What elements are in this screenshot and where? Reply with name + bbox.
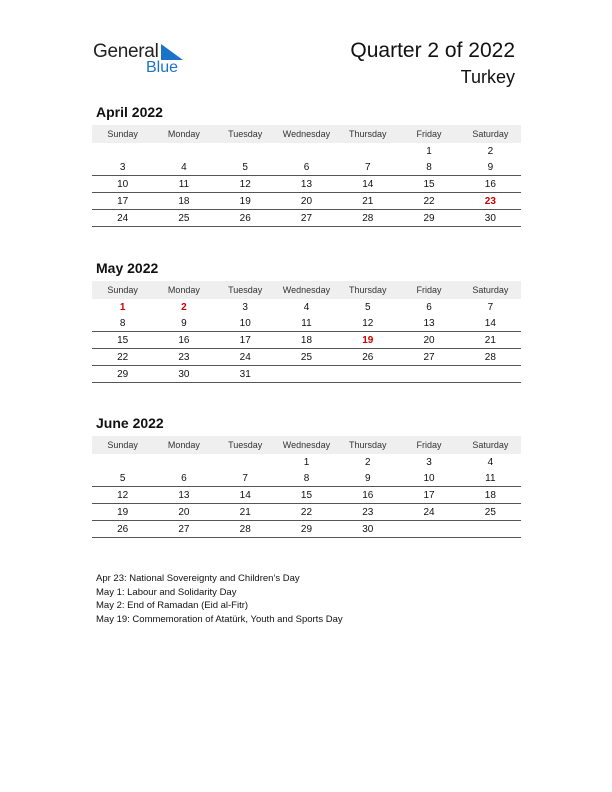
day-cell: 22 xyxy=(276,504,337,521)
month-title: April 2022 xyxy=(96,104,163,120)
weekday-label: Wednesday xyxy=(276,436,337,454)
day-cell: 6 xyxy=(153,470,214,487)
day-cell: 13 xyxy=(276,176,337,193)
day-cell: 4 xyxy=(153,159,214,176)
day-cell: 30 xyxy=(460,210,521,227)
day-cell: 31 xyxy=(215,366,276,383)
day-cell: 27 xyxy=(276,210,337,227)
weekday-label: Monday xyxy=(153,436,214,454)
day-cell: 23 xyxy=(337,504,398,521)
week-row xyxy=(92,470,521,487)
day-cell: 8 xyxy=(398,159,459,176)
month-june xyxy=(92,414,521,538)
empty-day-cell xyxy=(153,454,214,470)
day-cell: 7 xyxy=(337,159,398,176)
day-cell: 12 xyxy=(337,315,398,332)
day-cell: 5 xyxy=(92,470,153,487)
day-cell: 24 xyxy=(215,349,276,366)
day-cell: 19 xyxy=(215,193,276,210)
day-cell: 1 xyxy=(119,301,126,313)
day-cell: 16 xyxy=(153,332,214,349)
day-cell: 4 xyxy=(303,301,310,313)
day-cell: 11 xyxy=(276,315,337,332)
day-cell: 16 xyxy=(460,176,521,193)
week-row xyxy=(92,366,521,383)
day-cell: 6 xyxy=(276,159,337,176)
day-cell: 25 xyxy=(153,210,214,227)
day-cell: 3 xyxy=(426,456,432,468)
empty-day-cell xyxy=(398,366,459,383)
weekday-label: Monday xyxy=(153,281,214,299)
day-cell: 14 xyxy=(215,487,276,504)
day-cell: 6 xyxy=(426,301,432,313)
weekday-header-row xyxy=(92,281,521,299)
day-cell: 28 xyxy=(337,210,398,227)
calendar-grid xyxy=(92,281,521,383)
empty-day-cell xyxy=(92,454,153,470)
day-cell: 2 xyxy=(364,456,371,468)
day-cell: 29 xyxy=(276,521,337,538)
day-cell: 23 xyxy=(153,349,214,366)
day-cell: 3 xyxy=(242,301,248,313)
empty-day-cell xyxy=(276,143,337,159)
holiday-note: May 19: Commemoration of Atatürk, Youth and Sports Day xyxy=(96,613,343,625)
day-cell: 25 xyxy=(460,504,521,521)
day-cell: 14 xyxy=(460,315,521,332)
day-cell: 3 xyxy=(92,159,153,176)
day-cell: 28 xyxy=(460,349,521,366)
week-row xyxy=(92,315,521,332)
day-cell: 26 xyxy=(337,349,398,366)
calendar-grid xyxy=(92,125,521,227)
day-cell: 10 xyxy=(215,315,276,332)
weekday-label: Thursday xyxy=(337,281,398,299)
holiday-notes xyxy=(96,572,343,626)
weekday-label: Friday xyxy=(398,436,459,454)
day-cell: 15 xyxy=(276,487,337,504)
holiday-note: May 1: Labour and Solidarity Day xyxy=(96,586,237,598)
weekday-label: Sunday xyxy=(92,436,153,454)
weekday-label: Friday xyxy=(398,125,459,143)
day-cell: 24 xyxy=(92,210,153,227)
week-row xyxy=(92,487,521,504)
week-row xyxy=(92,299,521,315)
day-cell: 7 xyxy=(487,301,494,313)
week-row xyxy=(92,143,521,159)
week-row xyxy=(92,159,521,176)
weekday-label: Thursday xyxy=(337,125,398,143)
empty-day-cell xyxy=(276,366,337,383)
day-cell: 10 xyxy=(398,470,459,487)
week-row xyxy=(92,521,521,538)
day-cell: 29 xyxy=(398,210,459,227)
day-cell: 2 xyxy=(181,301,187,313)
day-cell: 1 xyxy=(426,145,432,157)
day-cell: 20 xyxy=(153,504,214,521)
day-cell: 10 xyxy=(92,176,153,193)
country-name: Turkey xyxy=(460,67,515,87)
weekday-label: Thursday xyxy=(337,436,398,454)
empty-day-cell xyxy=(215,143,276,159)
weekday-label: Saturday xyxy=(460,436,521,454)
day-cell: 2 xyxy=(487,145,494,157)
day-cell: 12 xyxy=(215,176,276,193)
weekday-label: Friday xyxy=(398,281,459,299)
holiday-note: Apr 23: National Sovereignty and Children’s Day xyxy=(96,573,300,584)
empty-day-cell xyxy=(153,143,214,159)
day-cell: 21 xyxy=(460,332,521,349)
day-cell: 5 xyxy=(215,159,276,176)
week-row xyxy=(92,504,521,521)
day-cell: 17 xyxy=(398,487,459,504)
day-cell: 23 xyxy=(460,193,521,210)
weekday-header-row xyxy=(92,125,521,143)
generalblue-logo xyxy=(93,38,203,82)
month-may xyxy=(92,259,521,383)
day-cell: 20 xyxy=(276,193,337,210)
day-cell: 26 xyxy=(92,521,153,538)
weekday-label: Tuesday xyxy=(215,281,276,299)
week-row xyxy=(92,193,521,210)
day-cell: 21 xyxy=(215,504,276,521)
day-cell: 5 xyxy=(364,301,371,313)
weekday-label: Tuesday xyxy=(215,125,276,143)
calendar-grid xyxy=(92,436,521,538)
day-cell: 11 xyxy=(153,176,214,193)
day-cell: 7 xyxy=(215,470,276,487)
weekday-label: Wednesday xyxy=(276,125,337,143)
day-cell: 20 xyxy=(398,332,459,349)
week-row xyxy=(92,210,521,227)
week-row xyxy=(92,349,521,366)
day-cell: 22 xyxy=(398,193,459,210)
day-cell: 19 xyxy=(92,504,153,521)
day-cell: 29 xyxy=(92,366,153,383)
weekday-label: Sunday xyxy=(92,281,153,299)
month-april xyxy=(92,103,521,227)
logo-blue-text: Blue xyxy=(146,59,179,76)
day-cell: 13 xyxy=(153,487,214,504)
empty-day-cell xyxy=(337,143,398,159)
day-cell: 9 xyxy=(153,315,214,332)
day-cell: 9 xyxy=(337,470,398,487)
holiday-note: May 2: End of Ramadan (Eid al-Fitr) xyxy=(96,600,249,611)
month-title: May 2022 xyxy=(96,260,159,276)
weekday-header-row xyxy=(92,436,521,454)
week-row xyxy=(92,332,521,349)
week-row xyxy=(92,454,521,470)
weekday-label: Saturday xyxy=(460,281,521,299)
empty-day-cell xyxy=(92,143,153,159)
day-cell: 15 xyxy=(398,176,459,193)
weekday-label: Tuesday xyxy=(215,436,276,454)
day-cell: 19 xyxy=(337,332,398,349)
day-cell: 13 xyxy=(398,315,459,332)
day-cell: 16 xyxy=(337,487,398,504)
day-cell: 15 xyxy=(92,332,153,349)
day-cell: 17 xyxy=(92,193,153,210)
day-cell: 12 xyxy=(92,487,153,504)
day-cell: 21 xyxy=(337,193,398,210)
day-cell: 17 xyxy=(215,332,276,349)
page-title: Quarter 2 of 2022 xyxy=(350,39,515,62)
day-cell: 4 xyxy=(487,456,494,468)
weekday-label: Wednesday xyxy=(276,281,337,299)
empty-day-cell xyxy=(460,521,521,538)
day-cell: 1 xyxy=(303,456,310,468)
day-cell: 28 xyxy=(215,521,276,538)
day-cell: 14 xyxy=(337,176,398,193)
day-cell: 26 xyxy=(215,210,276,227)
logo-general-text: General xyxy=(93,41,159,62)
day-cell: 18 xyxy=(153,193,214,210)
day-cell: 27 xyxy=(153,521,214,538)
day-cell: 27 xyxy=(398,349,459,366)
empty-day-cell xyxy=(398,521,459,538)
day-cell: 25 xyxy=(276,349,337,366)
day-cell: 8 xyxy=(276,470,337,487)
day-cell: 18 xyxy=(276,332,337,349)
weekday-label: Saturday xyxy=(460,125,521,143)
empty-day-cell xyxy=(460,366,521,383)
month-title: June 2022 xyxy=(96,415,164,431)
day-cell: 9 xyxy=(460,159,521,176)
day-cell: 8 xyxy=(92,315,153,332)
day-cell: 22 xyxy=(92,349,153,366)
weekday-label: Sunday xyxy=(92,125,153,143)
day-cell: 18 xyxy=(460,487,521,504)
day-cell: 11 xyxy=(460,470,521,487)
empty-day-cell xyxy=(337,366,398,383)
weekday-label: Monday xyxy=(153,125,214,143)
day-cell: 30 xyxy=(153,366,214,383)
day-cell: 30 xyxy=(337,521,398,538)
week-row xyxy=(92,176,521,193)
empty-day-cell xyxy=(215,454,276,470)
day-cell: 24 xyxy=(398,504,459,521)
